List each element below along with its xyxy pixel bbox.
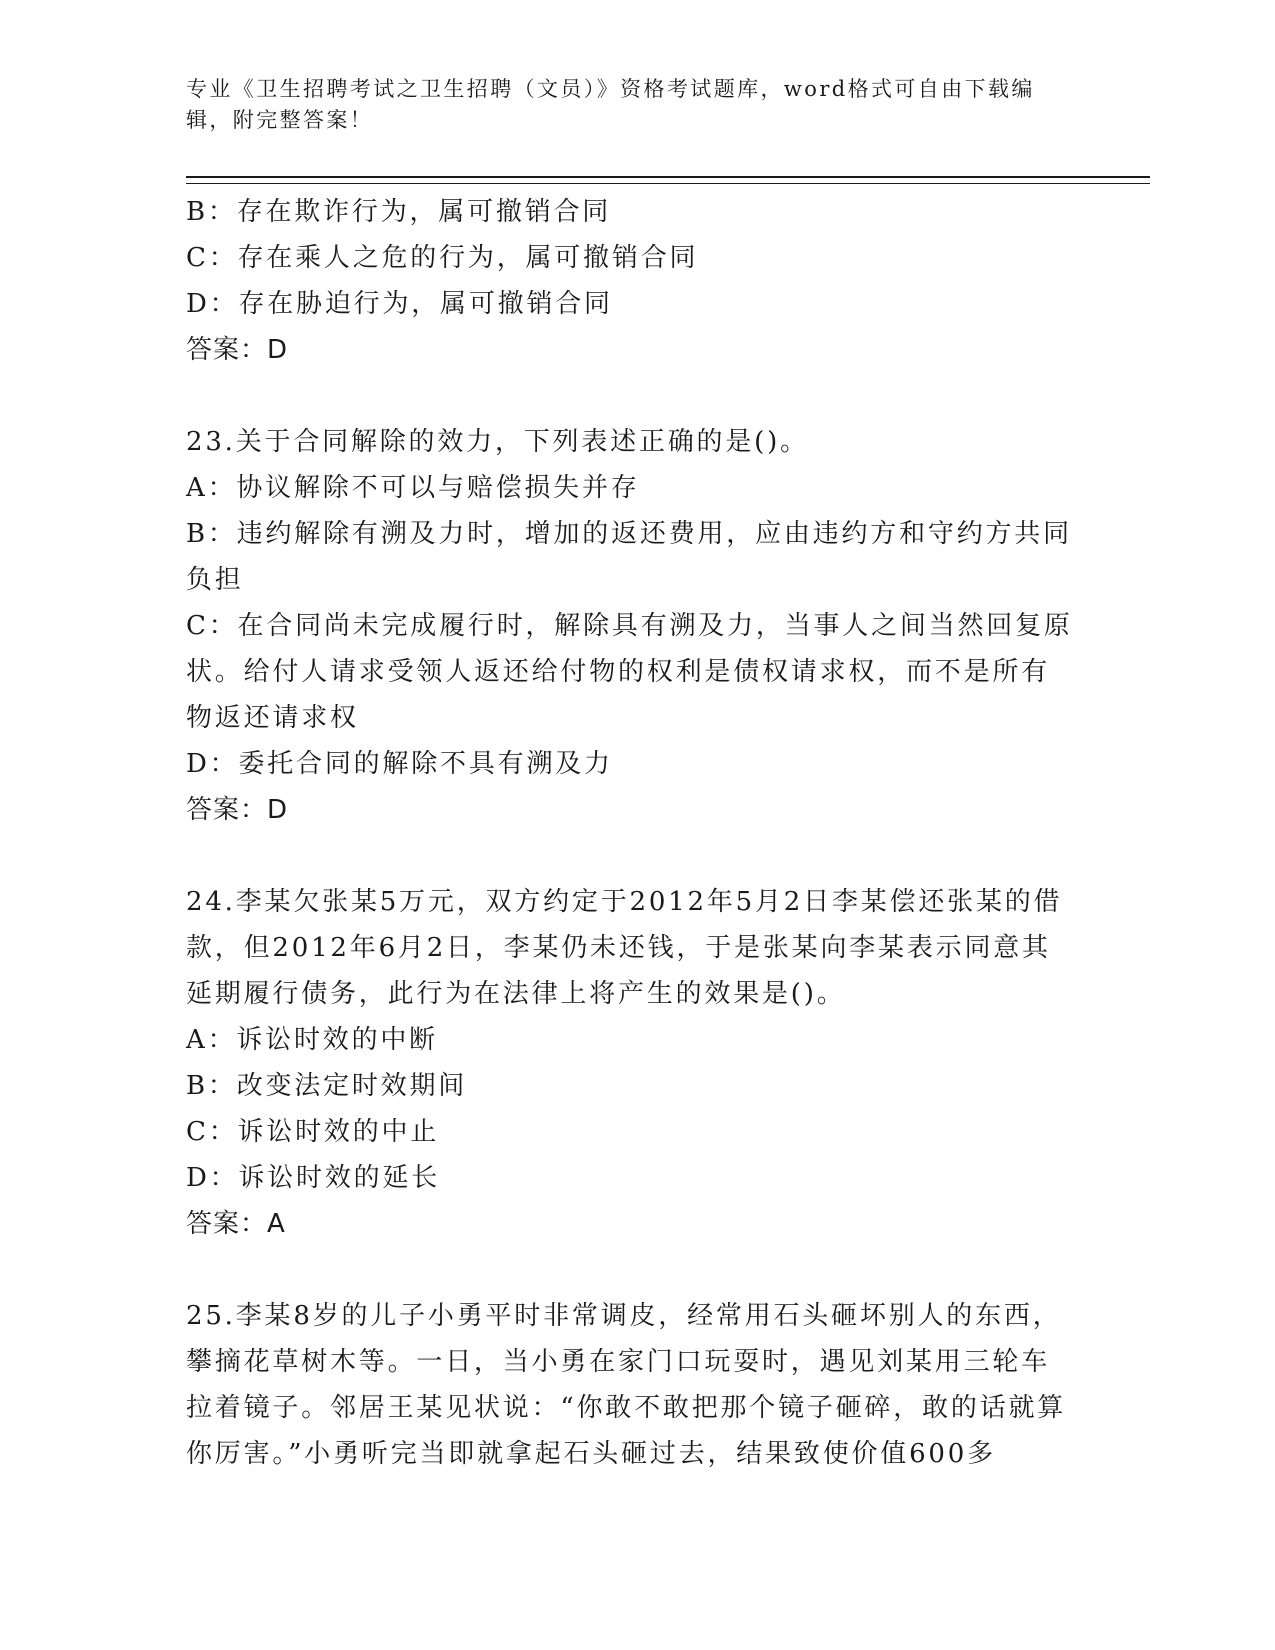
option-d: D：诉讼时效的延长 <box>186 1163 441 1193</box>
answer-line: 答案：D <box>186 335 289 365</box>
option-a: A：协议解除不可以与赔偿损失并存 <box>186 473 640 503</box>
option-c: C：存在乘人之危的行为，属可撤销合同 <box>186 243 699 273</box>
question-content <box>186 189 1076 1477</box>
question-stem: 23.关于合同解除的效力，下列表述正确的是()。 <box>186 427 809 457</box>
spacer <box>186 1247 1076 1293</box>
option-b: B：违约解除有溯及力时，增加的返还费用，应由违约方和守约方共同负担 <box>186 519 1072 595</box>
spacer <box>186 373 1076 419</box>
header-divider-thin <box>186 183 1150 184</box>
answer-line: 答案：A <box>186 1209 286 1239</box>
question-24 <box>186 879 1076 1247</box>
option-b: B：改变法定时效期间 <box>186 1071 468 1101</box>
option-d: D：存在胁迫行为，属可撤销合同 <box>186 289 613 319</box>
option-d: D：委托合同的解除不具有溯及力 <box>186 749 613 779</box>
continued-question <box>186 189 1076 373</box>
option-a: A：诉讼时效的中断 <box>186 1025 438 1055</box>
option-c: C：在合同尚未完成履行时，解除具有溯及力，当事人之间当然回复原状。给付人请求受领人返还给付物的权利是债权请求权，而不是所有物返还请求权 <box>186 611 1073 733</box>
question-stem: 25.李某8岁的儿子小勇平时非常调皮，经常用石头砸坏别人的东西，攀摘花草树木等。一日，当小勇在家门口玩耍时，遇见刘某用三轮车拉着镜子。邻居王某见状说：“你敢不敢把那个镜子砸碎，敢的话就算你厉害。”小勇听完当即就拿起石头砸过去，结果致使价值600多 <box>186 1301 1067 1469</box>
option-b: B：存在欺诈行为，属可撤销合同 <box>186 197 612 227</box>
page-header: 专业《卫生招聘考试之卫生招聘（文员）》资格考试题库，word格式可自由下载编辑，附完整答案！ <box>186 77 1035 132</box>
answer-line: 答案：D <box>186 795 289 825</box>
question-stem: 24.李某欠张某5万元，双方约定于2012年5月2日李某偿还张某的借款，但2012年6月2日，李某仍未还钱，于是张某向李某表示同意其延期履行债务，此行为在法律上将产生的效果是()。 <box>186 887 1063 1009</box>
question-25 <box>186 1293 1076 1477</box>
question-23 <box>186 419 1076 833</box>
spacer <box>186 833 1076 879</box>
option-c: C：诉讼时效的中止 <box>186 1117 440 1147</box>
header-divider-thick <box>186 176 1150 178</box>
